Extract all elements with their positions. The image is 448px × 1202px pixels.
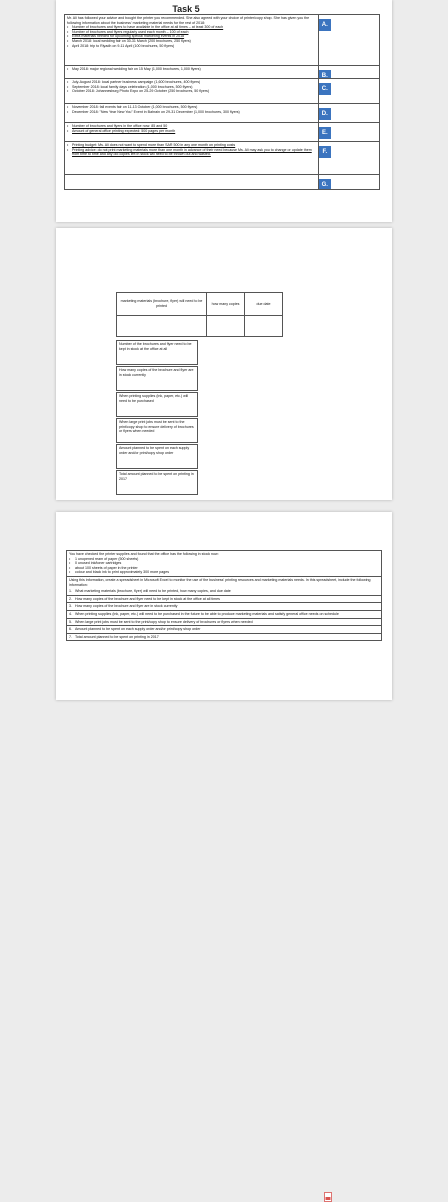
task-bullet: • Printing budget: Ms. Ali does not want to spend more than SAR 500 in any one month on printing costs <box>67 143 316 148</box>
task-tag-cell <box>318 123 379 142</box>
task-row-text <box>65 175 319 190</box>
item-number: 1. <box>69 589 72 594</box>
form-cell <box>117 316 207 337</box>
requirement-text: Total amount planned to be spent on printing in 2017 <box>75 634 159 639</box>
task-bullet: • December 2018: "New Year New You" Event in Bahrain on 29-31 December (1,000 brochures, 300 flyers) <box>67 110 316 115</box>
task-tag-cell <box>318 175 379 190</box>
task-bullet: • Number of brochures and flyers regularly used each month – 100 of each <box>67 30 316 35</box>
form-cell <box>245 316 283 337</box>
stock-item-text: 1 unopened ream of paper (500 sheets) <box>75 556 139 561</box>
stock-section <box>67 551 381 576</box>
requirement-item <box>67 595 381 603</box>
item-number: 6. <box>69 627 72 632</box>
requirement-text: Amount planned to be spent on each supply order and/or print/copy shop order <box>75 627 201 632</box>
task-row <box>65 123 380 142</box>
task-row <box>65 175 380 190</box>
task-tag: F. <box>319 146 331 158</box>
task-row <box>65 79 380 104</box>
requirement-text: How many copies of the brochure and flyer are in stock currently <box>75 604 178 609</box>
task-bullet: • March 2018: local wedding fair on 30-31 March (200 brochures, 250 flyers) <box>67 39 316 44</box>
instructions-block <box>66 550 382 641</box>
requirement-item <box>67 633 381 641</box>
task-text-section <box>67 576 381 588</box>
item-number: 4. <box>69 611 72 616</box>
task-tag: B. <box>319 70 331 79</box>
task-row <box>65 15 380 66</box>
bullet-marker: • <box>69 561 71 566</box>
item-number: 5. <box>69 619 72 624</box>
task-bullet: • April 2018: trip to Riyadh on 9-11 April (100 brochures, 50 flyers) <box>67 44 316 49</box>
task-tag: A. <box>319 19 331 31</box>
task-row <box>65 66 380 79</box>
stock-item-text: 0 unused ink/toner cartridges <box>75 561 122 566</box>
task-row-text <box>65 15 319 66</box>
task-bullet: • July-August 2018: local partner business campaign (1,600 brochures, 400 flyers) <box>67 80 316 85</box>
requirement-text: When large print jobs must be sent to the print/copy shop to ensure delivery of brochures or flyers when needed <box>75 619 253 624</box>
task-bullet: • Extra materials needed for upcoming special marketing events in 2018 <box>67 34 316 39</box>
question-cell: When printing supplies (ink, paper, etc.) will need to be purchased <box>117 393 198 417</box>
task-bullet: • September 2018: local family days celebration (1,000 brochures, 500 flyers) <box>67 85 316 90</box>
item-number: 7. <box>69 634 72 639</box>
requirement-item <box>67 625 381 633</box>
questions-table <box>116 340 198 495</box>
task-bullet: • November 2018: fall events fair on 11-13 October (1,000 brochures, 500 flyers) <box>67 105 316 110</box>
stock-intro: You have checked the printer supplies and found that the office has the following in stock now: <box>69 552 219 556</box>
task-row-text <box>65 66 319 79</box>
task-tag-cell <box>318 15 379 66</box>
stock-item-text: colour and black ink to print approximately 300 more pages <box>75 570 170 575</box>
document-page-1 <box>56 0 392 222</box>
task-text: Using this information, create a spreadsheet in Microsoft Excel to monitor the use of the business' printing resources and marketing materials needs. In this spreadsheet, include the following information: <box>69 577 371 587</box>
pdf-file-icon <box>324 1192 332 1202</box>
task-row-text <box>65 142 319 175</box>
task-tag: G. <box>319 179 331 190</box>
task-row <box>65 104 380 123</box>
task-tag: C. <box>319 83 331 95</box>
question-cell: When large print jobs must be sent to the print/copy shop to ensure delivery of brochures or flyers when needed <box>117 419 198 443</box>
header-copies: how many copies <box>207 293 245 316</box>
item-number: 3. <box>69 604 72 609</box>
requirement-text: How many copies of the brochure and flyer need to be kept in stock at the office at all times <box>75 596 220 601</box>
bullet-marker: • <box>69 556 71 561</box>
stock-item-text: about 100 sheets of paper in the printer <box>75 565 138 570</box>
item-number: 2. <box>69 596 72 601</box>
requirement-item <box>67 610 381 618</box>
materials-form-table <box>116 292 283 337</box>
task-row-text <box>65 104 319 123</box>
task-tag: E. <box>319 127 331 139</box>
task-bullet: • October 2018: Johannesburg Photo Expo on 25-29 October (250 brochures, 50 flyers) <box>67 89 316 94</box>
task-tag-cell <box>318 79 379 104</box>
question-cell: Total amount planned to be spent on printing in 2017 <box>117 471 198 495</box>
task-row <box>65 142 380 175</box>
task-bullet: • Amount of general office printing expected: 500 pages per month <box>67 129 316 134</box>
requirement-text: What marketing materials (brochure, flyer) will need to be printed, how many copies, and due date <box>75 589 231 594</box>
task-tag-cell <box>318 104 379 123</box>
task-tag-cell <box>318 66 379 79</box>
header-materials: marketing materials (brochure, flyer) will need to be printed <box>117 293 207 316</box>
task-info-table <box>64 14 380 190</box>
task-bullet: • Printing advice: do not print marketing materials more than one month in advance of their need because Ms. Ali may ask you to change or update them from time to time and any old copies left in stock will need to be thrown out and wasted. <box>67 148 316 157</box>
task-bullet: • Number of brochures and flyers in the office now: 85 and 50 <box>67 124 316 129</box>
task-bullet: • May 2018: major regional wedding fair on 15 May (1,000 brochures, 1,000 flyers) <box>67 67 316 72</box>
form-cell <box>207 316 245 337</box>
bullet-marker: • <box>69 570 71 575</box>
requirement-item <box>67 618 381 626</box>
task-tag: D. <box>319 108 331 120</box>
question-cell: Amount planned to be spent on each supply order and/or print/copy shop order <box>117 445 198 469</box>
requirement-item <box>67 602 381 610</box>
task-paragraph: Mr. Ali has followed your advice and bought the printer you recommended. She also agreed with your choice of printer/copy shop. She has given you the following information about the business' marketing material needs for the rest of 2018: <box>67 16 310 25</box>
task-row-text <box>65 123 319 142</box>
document-page-3 <box>56 512 392 700</box>
requirement-item <box>67 588 381 595</box>
task-row-text <box>65 79 319 104</box>
document-page-2 <box>56 228 392 500</box>
task-bullet: • Number of brochures and flyers to have available in the office at all times – at least 300 of each <box>67 25 316 30</box>
question-cell: Number of the brochures and flyer need to be kept in stock at the office at all <box>117 341 198 365</box>
question-cell: How many copies of the brochure and flyer are in stock currently <box>117 367 198 391</box>
stock-item <box>69 570 379 575</box>
bullet-marker: • <box>69 565 71 570</box>
requirement-text: When printing supplies (ink, paper, etc.) will need to be purchased in the future to be able to produce marketing materials and satisfy general office needs on schedule <box>75 611 339 616</box>
header-due-date: due date <box>245 293 283 316</box>
task-title: Task 5 <box>172 4 200 14</box>
task-tag-cell <box>318 142 379 175</box>
